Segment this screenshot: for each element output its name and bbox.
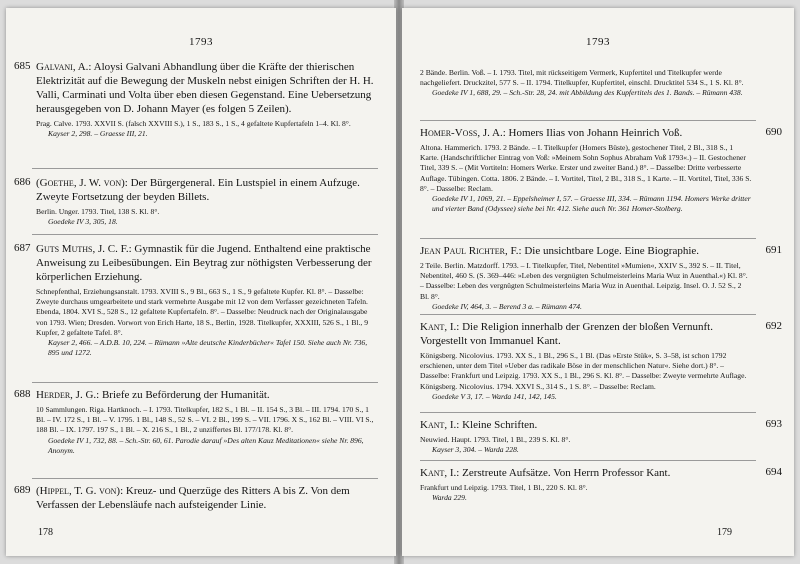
entry-author: Galvani, A.:	[36, 61, 92, 73]
entry-references: Goedeke IV, 464, 3. – Berend 3 a. – Rümann 474.	[432, 301, 582, 311]
entry-details: 10 Sammlungen. Riga. Hartknoch. – I. 1793. Titelkupfer, 182 S., 1 Bl. – II. 154 S., 3 Bl. – III. 1794. 170 S., 1 Bl. – IV. 172 S., 1 Bl. – V. 1795. 1 Bl., 148 S., 52 S. – VI. 2 Bl., 199 S. – VII. 1796. X S., 162 Bl. – VIII. VI S., 188 Bl. – IX. 1797. 197 S., 1 Bl. – X. 216 S., 1 Bl., 2 unziffertes Bl. 177/178. Kl. 8°.	[36, 405, 374, 435]
entry-details: Frankfurt und Leipzig. 1793. Titel, 1 Bl., 220 S. Kl. 8°.	[420, 483, 588, 492]
entry-details: Prag. Calve. 1793. XXVII S. (falsch XXVIII S.), 1 S., 183 S., 1 S., 4 gefaltete Kupfertafeln 1–4. Kl. 8°.	[36, 119, 351, 128]
divider	[32, 478, 378, 479]
entry-references: Goedeke IV 1, 688, 29. – Sch.-Str. 28, 24. mit Abbildung des Kupfertitels des 1. Bands. – Rümann 438.	[432, 88, 743, 98]
divider	[32, 382, 378, 383]
left-page	[6, 8, 396, 556]
entry-number: 689	[14, 484, 31, 496]
catalog-entry	[14, 176, 376, 227]
right-page	[402, 8, 794, 556]
running-head-year: 1793	[586, 36, 610, 48]
entry-references: Goedeke V 3, 17. – Warda 141, 142, 145.	[432, 391, 557, 401]
entry-author: (Hippel, T. G. von):	[36, 485, 124, 497]
entry-references: Goedeke IV 1, 1069, 21. – Eppelsheimer I, 57. – Graesse III, 334. – Rümann 1194. Homers Werke dritter und vierter Band (Odyssee) siehe bei Nr. 412. Siehe auch Nr. 361 Homer-Stolberg.	[432, 194, 751, 214]
entry-heading	[420, 126, 752, 140]
entry-heading	[420, 418, 752, 432]
entry-number: 694	[765, 466, 782, 478]
entry-heading	[36, 242, 376, 284]
entry-references: Kayser 2, 466. – A.D.B. 10, 224. – Rümann »Alte deutsche Kinderbücher« Tafel 150. Siehe auch Nr. 736, 895 und 1272.	[48, 338, 368, 358]
entry-author: Herder, J. G.:	[36, 389, 100, 401]
catalog-entry	[420, 418, 782, 455]
entry-number: 686	[14, 176, 31, 188]
entry-title: Zerstreute Aufsätze. Von Herrn Professor Kant.	[462, 467, 671, 479]
entry-title: Kleine Schriften.	[462, 419, 538, 431]
entry-heading	[420, 320, 752, 348]
divider	[32, 168, 378, 169]
entry-details: Berlin. Unger. 1793. Titel, 138 S. Kl. 8°.	[36, 207, 160, 216]
catalog-entry	[14, 484, 376, 512]
divider	[420, 314, 756, 315]
catalog-entry	[14, 388, 376, 456]
divider	[420, 120, 756, 121]
entry-heading	[420, 244, 752, 258]
entry-number: 693	[765, 418, 782, 430]
catalog-entry	[14, 242, 376, 358]
entry-details: Altona. Hammerich. 1793. 2 Bände. – I. Titelkupfer (Homers Büste), gestochener Titel, 2 Bl., 318 S., 1 Karte. (Handschriftlicher Eintrag von Voß: »Meinem Sohn Sophus Abraham Voß 1793«.) – II. Gestochener Titel, 339 S. – (Mit Vortiteln: Homers Werke. Erster und zweiter Band.) 8°. – Dasselbe: Dritte verbesserte Auflage. Tübingen. Cotta. 1806. 2 Bände. – I. Vortitel, Titel, 2 Bl., 318 S., 1 Karte. – II. Vortitel, Titel, 336 S. 8°. – Dasselbe: Reclam.	[420, 143, 752, 193]
entry-details: Königsberg. Nicolovius. 1793. XX S., 1 Bl., 296 S., 1 Bl. (Das »Erste Stük«, S. 3–58, ist schon 1792 erschienen, unter dem Titel »Ueber das radikale Böse in der menschlichen Natur«. Siehe dort.) 8°. – Dasselbe: Frankfurt und Leipzig. 1793. XX S., 1 Bl., 296 S. Kl. 8°. – Dasselbe: Zweyte vermehrte Auflage. Königsberg. Nicolovius. 1794. XXVI S., 314 S., 1 S. 8°. – Dasselbe: Reclam.	[420, 351, 747, 391]
entry-details: Neuwied. Haupt. 1793. Titel, 1 Bl., 239 S. Kl. 8°.	[420, 435, 571, 444]
entry-number: 691	[765, 244, 782, 256]
entry-title: Aloysi Galvani Abhandlung über die Kräfte der thierischen Elektrizität auf die Bewegung der Muskeln nebst einigen Schriften der H. H. Valli, Carminati und Volta über eben diesen Gegenstand. Eine Uebersetzung herausgegeben von D. Johann Mayer (es folgen 5 Zeilen).	[36, 61, 374, 115]
entry-author: Homer-Voss, J. A.:	[420, 127, 506, 139]
entry-number: 685	[14, 60, 31, 72]
catalog-entry	[420, 126, 782, 214]
divider	[32, 234, 378, 235]
entry-title: Homers Ilias von Johann Heinrich Voß.	[508, 127, 683, 139]
continued-entry	[420, 68, 756, 99]
catalog-entry	[420, 244, 782, 312]
entry-author: Jean Paul Richter, F.:	[420, 245, 522, 257]
entry-title: Briefe zu Beförderung der Humanität.	[101, 389, 270, 401]
entry-references: Goedeke IV 1, 732, 88. – Sch.-Str. 60, 61. Parodie darauf »Des alten Kauz Meditationen« siehe Nr. 896, Anonym.	[48, 435, 364, 455]
entry-heading	[36, 176, 376, 204]
entry-number: 687	[14, 242, 31, 254]
entry-author: Kant, I.:	[420, 467, 460, 479]
entry-details: 2 Bände. Berlin. Voß. – I. 1793. Titel, mit rückseitigem Vermerk, Kupfertitel und Titelkupfer werde nachgeliefert. Druckzitel, 577 S. – II. 1794. Titelkupfer, Kupfertitel, einschl. Drucktitel 534 S., 1 S. Kl. 8°.	[420, 68, 744, 88]
page-number: 179	[717, 527, 732, 538]
entry-title: Die unsichtbare Loge. Eine Biographie.	[524, 245, 700, 257]
divider	[420, 460, 756, 461]
entry-title: Der Bürgergeneral. Ein Lustspiel in einem Aufzuge. Zweyte Fortsetzung der beyden Billets.	[36, 177, 360, 203]
entry-references: Goedeke IV 3, 305, 18.	[48, 217, 118, 227]
entry-number: 688	[14, 388, 31, 400]
entry-author: (Goethe, J. W. von):	[36, 177, 128, 189]
entry-heading	[36, 484, 376, 512]
entry-heading	[36, 388, 376, 402]
entry-title: Gymnastik für die Jugend. Enthaltend eine praktische Anweisung zu Leibesübungen. Ein Beytrag zur nöthigsten Verbesserung der körperlichen Erziehung.	[36, 243, 372, 283]
entry-number: 690	[765, 126, 782, 138]
entry-author: Guts Muths, J. C. F.:	[36, 243, 132, 255]
running-head-year: 1793	[189, 36, 213, 48]
entry-references: Kayser 2, 298. – Graesse III, 21.	[48, 129, 148, 139]
entry-details: Schnepfenthal, Erziehungsanstalt. 1793. XVIII S., 9 Bl., 663 S., 1 S., 9 gefaltete Kupfer. Kl. 8°. – Dasselbe: Zweyte durchaus umgearbeitete und stark vermehrte Ausgabe mit 12 von dem Verfasser gezeichneten Tafeln. Ebenda, 1804. XVI S., 528 S., 12 gefaltete Kupfertafeln. 8°. – Dasselbe: Neudruck nach der Originalausgabe von 1793. Wien; Dresden. Vorwort von Erich Harte, 18 S., Berlin, 1928. Titelkupfer, XXXIII, 526 S., 1 Bl., 9 Kupfer, 2 gefaltete Tafel. 8°.	[36, 287, 369, 337]
entry-author: Kant, I.:	[420, 321, 460, 333]
entry-number: 692	[765, 320, 782, 332]
catalog-entry	[14, 60, 376, 139]
page-number: 178	[38, 527, 53, 538]
catalog-entry	[420, 320, 782, 402]
divider	[420, 412, 756, 413]
entry-details: 2 Teile. Berlin. Matzdorff. 1793. – I. Titelkupfer, Titel, Nebentitel »Mumien«, XXIV S., 392 S. – II. Titel, Nebentitel, 460 S. (S. 369–446: »Leben des vergnügten Schulmeisterleins Maria Wuz in Auenthal.«) Kl. 8°. – Dasselbe: Leben des vergnügten Schulmeisterleins Maria Wuz in Auenthal. Leipzig. Insel. O. J. 52 S., 2 Bl. 8°.	[420, 261, 748, 301]
entry-heading	[36, 60, 376, 116]
entry-heading	[420, 466, 752, 480]
entry-title: Die Religion innerhalb der Grenzen der bloßen Vernunft. Vorgestellt von Immanuel Kant.	[420, 321, 713, 347]
divider	[420, 238, 756, 239]
entry-references: Kayser 3, 304. – Warda 228.	[432, 445, 519, 455]
entry-references: Warda 229.	[432, 493, 467, 503]
catalog-entry	[420, 466, 782, 503]
entry-title: Kreuz- und Querzüge des Ritters A bis Z. Von dem Verfassen der Lebensläufe nach aufsteigender Linie.	[36, 485, 350, 511]
entry-author: Kant, I.:	[420, 419, 460, 431]
